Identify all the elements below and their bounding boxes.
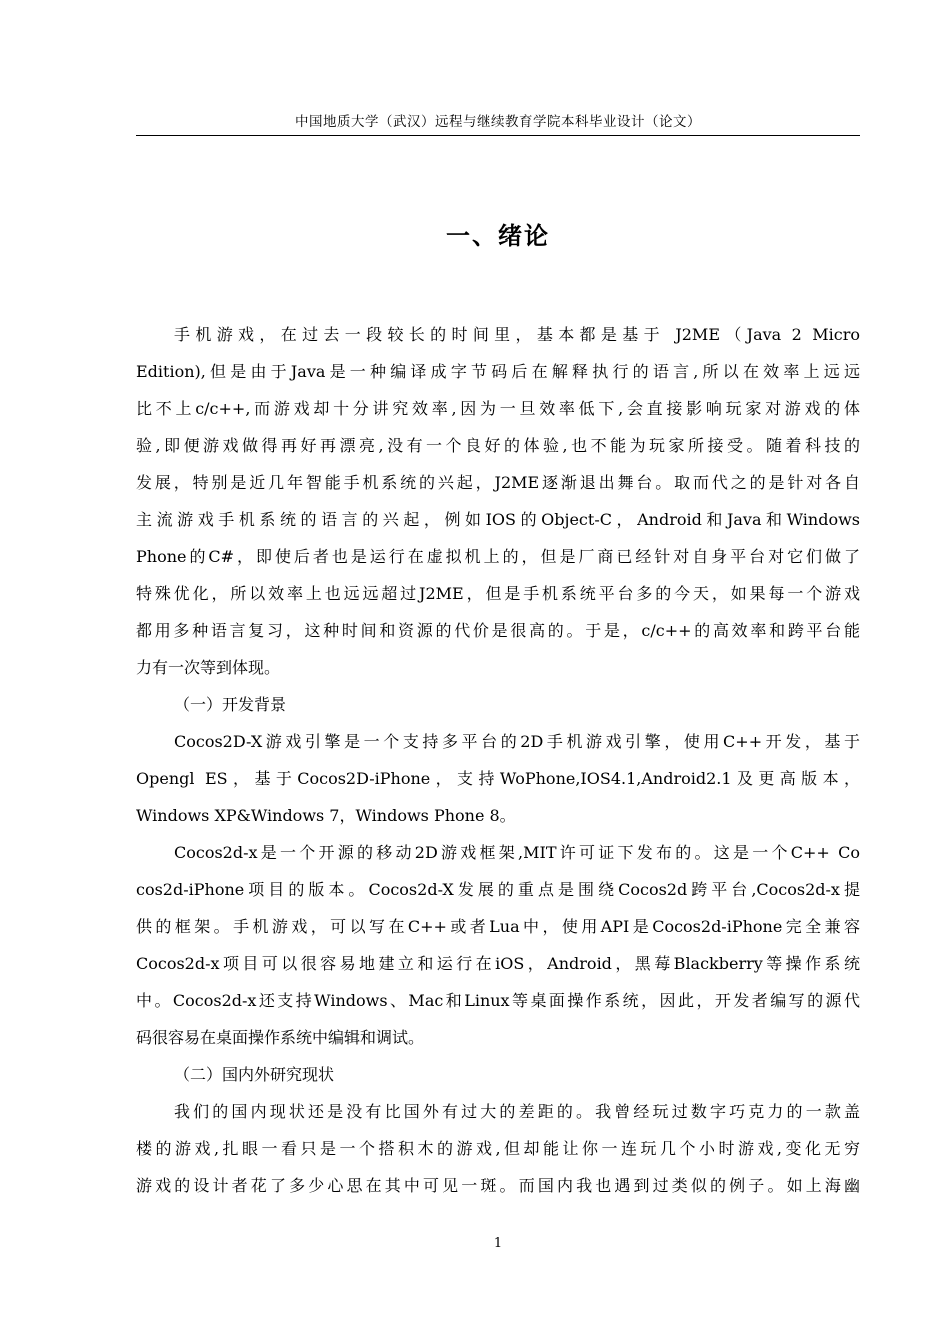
running-header: 中国地质大学（武汉）远程与继续教育学院本科毕业设计（论文） <box>295 114 701 130</box>
text-line: 我们的国内现状还是没有比国外有过大的差距的。我曾经玩过数字巧克力的一款盖 <box>174 1102 860 1121</box>
text-line: 码很容易在桌面操作系统中编辑和调试。 <box>136 1028 425 1047</box>
text-line: Cocos2D-X游戏引擎是一个支持多平台的2D手机游戏引擎，使用C++开发，基于 <box>174 732 860 751</box>
text-line: 发展，特别是近几年智能手机系统的兴起，J2ME逐渐退出舞台。取而代之的是针对各自 <box>136 473 860 492</box>
text-line: 验,即便游戏做得再好再漂亮,没有一个良好的体验,也不能为玩家所接受。随着科技的 <box>136 436 860 455</box>
text-line: Cocos2d-x项目可以很容易地建立和运行在iOS，Android，黑莓Blackberry等操作系统 <box>136 954 860 973</box>
paragraph-research <box>136 1093 860 1204</box>
page-number: 1 <box>493 1236 503 1251</box>
section-heading-background: （一）开发背景 <box>174 695 287 714</box>
text-line: Phone的C#，即使后者也是运行在虚拟机上的，但是厂商已经针对自身平台对它们做了 <box>136 547 860 566</box>
body-text <box>136 316 860 1204</box>
text-line: 特殊优化，所以效率上也远远超过J2ME，但是手机系统平台多的今天，如果每一个游戏 <box>136 584 860 603</box>
text-line: Opengl ES，基于Cocos2D-iPhone，支持WoPhone,IOS4.1,Android2.1及更高版本， <box>136 769 860 788</box>
text-line: 供的框架。手机游戏，可以写在C++或者Lua中，使用API是Cocos2d-iPhone完全兼容 <box>136 917 860 936</box>
chapter-title: 一、绪论 <box>446 222 550 250</box>
text-line: Edition),但是由于Java是一种编译成字节码后在解释执行的语言,所以在效率上远远 <box>136 362 860 381</box>
paragraph-framework <box>136 834 860 1056</box>
text-line: cos2d-iPhone项目的版本。Cocos2d-X发展的重点是围绕Cocos2d跨平台,Cocos2d-x提 <box>136 880 860 899</box>
text-line: Cocos2d-x是一个开源的移动2D游戏框架,MIT许可证下发布的。这是一个C++ Co <box>174 843 860 862</box>
text-line: Windows XP&Windows 7，Windows Phone 8。 <box>136 806 516 825</box>
text-line: 比不上c/c++,而游戏却十分讲究效率,因为一旦效率低下,会直接影响玩家对游戏的体 <box>136 399 860 418</box>
header-rule <box>136 135 860 136</box>
section-heading-research-status: （二）国内外研究现状 <box>174 1065 335 1084</box>
text-line: 都用多种语言复习，这种时间和资源的代价是很高的。于是，c/c++的高效率和跨平台能 <box>136 621 860 640</box>
text-line: 游戏的设计者花了多少心思在其中可见一斑。而国内我也遇到过类似的例子。如上海幽 <box>136 1176 860 1195</box>
text-line: 楼的游戏,扎眼一看只是一个搭积木的游戏,但却能让你一连玩几个小时游戏,变化无穷 <box>136 1139 860 1158</box>
text-line: 主流游戏手机系统的语言的兴起，例如IOS的Object-C，Android和Java和Windows <box>136 510 860 529</box>
text-line: 中。Cocos2d-x还支持Windows、Mac和Linux等桌面操作系统，因此，开发者编写的源代 <box>136 991 860 1010</box>
paragraph-engine <box>136 723 860 834</box>
text-line: 力有一次等到体现。 <box>136 658 281 677</box>
paragraph-intro <box>136 316 860 686</box>
text-line: 手机游戏，在过去一段较长的时间里，基本都是基于 J2ME（Java 2 Micro <box>174 325 860 344</box>
